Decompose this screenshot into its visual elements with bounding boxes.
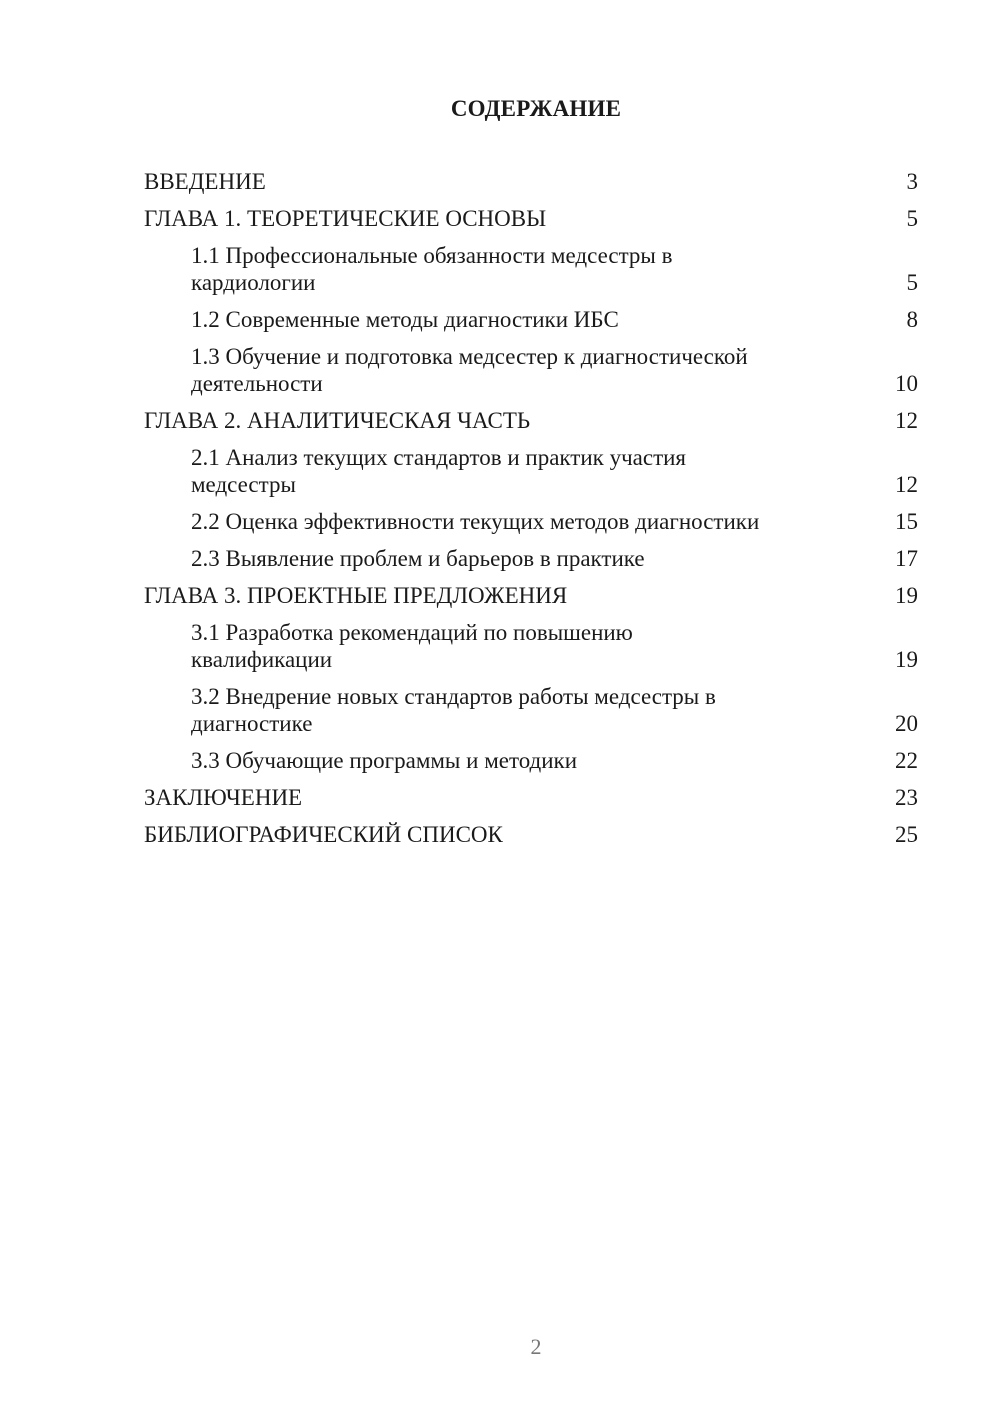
toc-entry-page: 17 bbox=[895, 546, 918, 571]
toc-entry[interactable] bbox=[144, 205, 918, 232]
toc-entry[interactable] bbox=[144, 407, 918, 434]
toc-entry[interactable] bbox=[144, 242, 918, 296]
toc-entry-label: 2.1 Анализ текущих стандартов и практик участия медсестры bbox=[191, 445, 687, 497]
toc-entry[interactable] bbox=[144, 545, 918, 572]
toc-entry-label: 1.1 Профессиональные обязанности медсестры в кардиологии bbox=[191, 243, 673, 295]
toc-entry-page: 19 bbox=[895, 647, 918, 672]
toc-entry-label: 2.2 Оценка эффективности текущих методов диагностики bbox=[191, 509, 760, 534]
toc-entry-page: 19 bbox=[895, 583, 918, 608]
toc-entry-page: 10 bbox=[895, 371, 918, 396]
toc-entry-label: ВВЕДЕНИЕ bbox=[144, 169, 266, 194]
toc-entry-page: 12 bbox=[895, 408, 918, 433]
toc-entry-page: 12 bbox=[895, 472, 918, 497]
toc-entry-page: 5 bbox=[906, 206, 918, 231]
toc-entry[interactable] bbox=[144, 343, 918, 397]
toc-entry-page: 22 bbox=[895, 748, 918, 773]
toc-entry[interactable] bbox=[144, 168, 918, 195]
toc-entry-page: 3 bbox=[906, 169, 918, 194]
toc-entry[interactable] bbox=[144, 582, 918, 609]
toc-entry-page: 15 bbox=[895, 509, 918, 534]
toc-entry[interactable] bbox=[144, 619, 918, 673]
toc-entry-label: 3.2 Внедрение новых стандартов работы медсестры в диагностике bbox=[191, 684, 716, 736]
toc-entry-page: 25 bbox=[895, 822, 918, 847]
toc-entry[interactable] bbox=[144, 508, 918, 535]
toc-entry-label: 3.1 Разработка рекомендаций по повышению квалификации bbox=[191, 620, 633, 672]
toc-entry-label: БИБЛИОГРАФИЧЕСКИЙ СПИСОК bbox=[144, 822, 503, 847]
toc-entry-page: 23 bbox=[895, 785, 918, 810]
toc-entry-label: 1.2 Современные методы диагностики ИБС bbox=[191, 307, 619, 332]
toc-entry-label: 2.3 Выявление проблем и барьеров в практике bbox=[191, 546, 645, 571]
toc-entry[interactable] bbox=[144, 683, 918, 737]
toc-entry-label: ЗАКЛЮЧЕНИЕ bbox=[144, 785, 303, 810]
toc-entry-label: ГЛАВА 2. АНАЛИТИЧЕСКАЯ ЧАСТЬ bbox=[144, 408, 531, 433]
toc-entry-label: 1.3 Обучение и подготовка медсестер к диагностической деятельности bbox=[191, 344, 748, 396]
toc-entry-page: 8 bbox=[906, 307, 918, 332]
toc-entry[interactable] bbox=[144, 306, 918, 333]
toc-entry-label: ГЛАВА 3. ПРОЕКТНЫЕ ПРЕДЛОЖЕНИЯ bbox=[144, 583, 568, 608]
page-number: 2 bbox=[530, 1334, 542, 1359]
toc-entry[interactable] bbox=[144, 747, 918, 774]
page-title: СОДЕРЖАНИЕ bbox=[450, 96, 622, 121]
toc-entry[interactable] bbox=[144, 784, 918, 811]
toc-entry[interactable] bbox=[144, 821, 918, 848]
toc-entry-label: 3.3 Обучающие программы и методики bbox=[191, 748, 578, 773]
toc-entry[interactable] bbox=[144, 444, 918, 498]
table-of-contents bbox=[144, 168, 918, 858]
toc-entry-page: 5 bbox=[906, 270, 918, 295]
toc-entry-page: 20 bbox=[895, 711, 918, 736]
toc-entry-label: ГЛАВА 1. ТЕОРЕТИЧЕСКИЕ ОСНОВЫ bbox=[144, 206, 547, 231]
